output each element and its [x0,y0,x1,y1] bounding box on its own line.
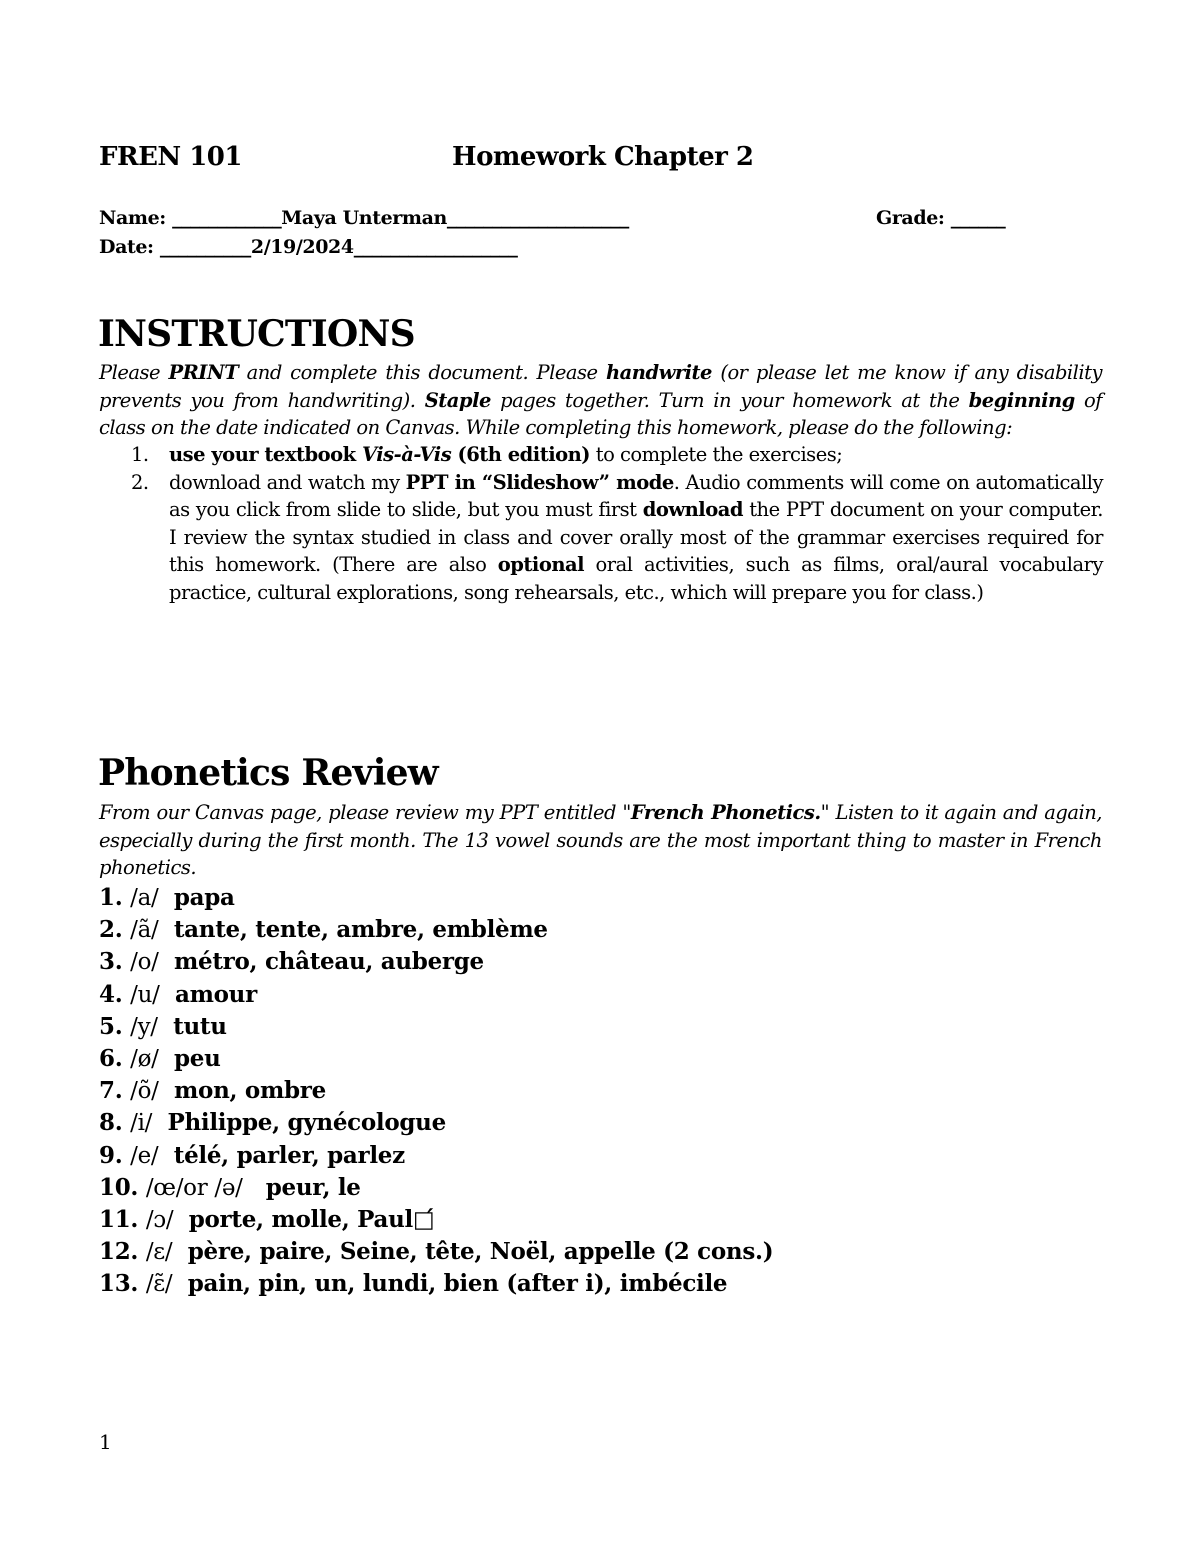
ppt-title-emphasis: French Phonetics. [630,801,821,824]
vowel-example-words: tutu [157,1012,227,1040]
vowel-number: 13. [99,1270,146,1298]
vowel-ipa-symbol: /œ/or /ə/ [145,1174,243,1201]
vowel-example-words: mon, ombre [158,1077,326,1105]
vowel-item [99,914,773,946]
vowel-ipa-symbol: /ø/ [130,1045,159,1072]
vowel-number: 5. [99,1012,131,1040]
course-code: FREN 101 [99,142,242,172]
document-title: Homework Chapter 2 [452,142,754,172]
vowel-item [99,1204,773,1236]
date-field: Date: __________2/19/2024__________________ [99,236,518,258]
grade-field: Grade: ______ [876,207,1006,229]
vowel-example-words: porte, molle, Paul□́ [173,1205,435,1233]
vowel-ipa-symbol: /ɛ/ [145,1239,173,1266]
handwrite-emphasis: handwrite [605,361,712,384]
vowel-example-words: tante, tente, ambre, emblème [158,916,548,944]
vowel-ipa-symbol: /o/ [130,949,159,976]
vowel-example-words: papa [158,884,235,911]
vowel-number: 6. [99,1044,131,1072]
vowel-number: 12. [99,1238,146,1266]
vowel-example-words: Philippe, gynécologue [152,1109,446,1137]
phonetics-paragraph: From our Canvas page, please review my PPT entitled "French Phonetics." Listen to it again and again, especially during the first month. The 13 vowel sounds are the most important thing to master in French phonetics. [99,801,1103,879]
list-number: 2. [131,470,149,494]
vowel-example-words: métro, château, auberge [158,948,484,976]
vowel-item [99,979,773,1011]
vowel-number: 7. [99,1077,131,1105]
vowel-item [99,1107,773,1139]
textbook-title: Vis-à-Vis [361,443,452,466]
vowel-item [99,882,773,914]
vowel-ipa-symbol: /i/ [130,1110,153,1137]
print-emphasis: PRINT [168,361,239,384]
vowel-example-words: père, paire, Seine, tête, Noël, appelle (2 cons.) [172,1238,774,1266]
vowel-ipa-symbol: /y/ [130,1013,158,1040]
name-field: Name: ____________Maya Unterman____________________ [99,207,629,229]
vowel-number: 1. [99,884,131,911]
list-item: 2. download and watch my PPT in “Slideshow” mode. Audio comments will come on automatically as you click from slide to slide, but you must first download the PPT document on your computer. I review the syntax studied in class and cover orally most of the grammar exercises required for this homework. (There are also optional oral activities, such as films, oral/aural vocabulary practice, cultural explorations, song rehearsals, etc., which will prepare you for class.) [131,470,1103,604]
vowel-number: 9. [99,1141,131,1169]
staple-emphasis: Staple [424,388,491,412]
vowel-number: 11. [99,1205,146,1233]
page-number: 1 [99,1430,112,1454]
vowel-number: 2. [99,916,131,944]
vowel-item [99,1075,773,1107]
vowel-item [99,1172,773,1204]
vowel-number: 8. [99,1109,131,1137]
list-item: 1. use your textbook Vis-à-Vis (6th edition) to complete the exercises; [131,441,1103,469]
vowel-ipa-symbol: /ɔ/ [145,1206,174,1233]
vowel-example-words: pain, pin, un, lundi, bien (after i), imbécile [172,1270,728,1298]
vowel-item [99,1011,773,1043]
instructions-paragraph: Please PRINT and complete this document. Please handwrite (or please let me know if any disability prevents you from handwriting). Staple pages together. Turn in your homework at the beginning of class on the date indicated on Canvas. While completing this homework, please do the following: [99,361,1103,439]
vowel-example-words: amour [159,980,257,1008]
vowel-number: 3. [99,948,131,976]
vowel-example-words: peu [158,1044,221,1072]
vowel-ipa-symbol: /õ/ [130,1078,159,1105]
vowel-ipa-symbol: /e/ [130,1142,159,1169]
beginning-emphasis: beginning [968,388,1075,412]
vowel-ipa-symbol: /ɛ̃/ [145,1271,173,1298]
vowel-item [99,1268,773,1300]
vowel-example-words: télé, parler, parlez [158,1141,405,1169]
vowel-ipa-symbol: /a/ [130,885,159,911]
instructions-heading: INSTRUCTIONS [98,313,415,355]
vowel-ipa-symbol: /u/ [130,981,160,1008]
phonetics-heading: Phonetics Review [98,752,438,794]
vowel-sounds-list [99,882,773,1300]
vowel-item [99,946,773,978]
list-number: 1. [131,443,149,466]
vowel-number: 4. [99,980,131,1008]
instructions-list [131,441,1103,606]
vowel-item [99,1236,773,1268]
vowel-example-words: peur, le [242,1173,361,1201]
vowel-item [99,1043,773,1075]
vowel-ipa-symbol: /ã/ [130,917,159,944]
document-header [99,142,1099,182]
vowel-number: 10. [99,1173,146,1201]
vowel-item [99,1140,773,1172]
